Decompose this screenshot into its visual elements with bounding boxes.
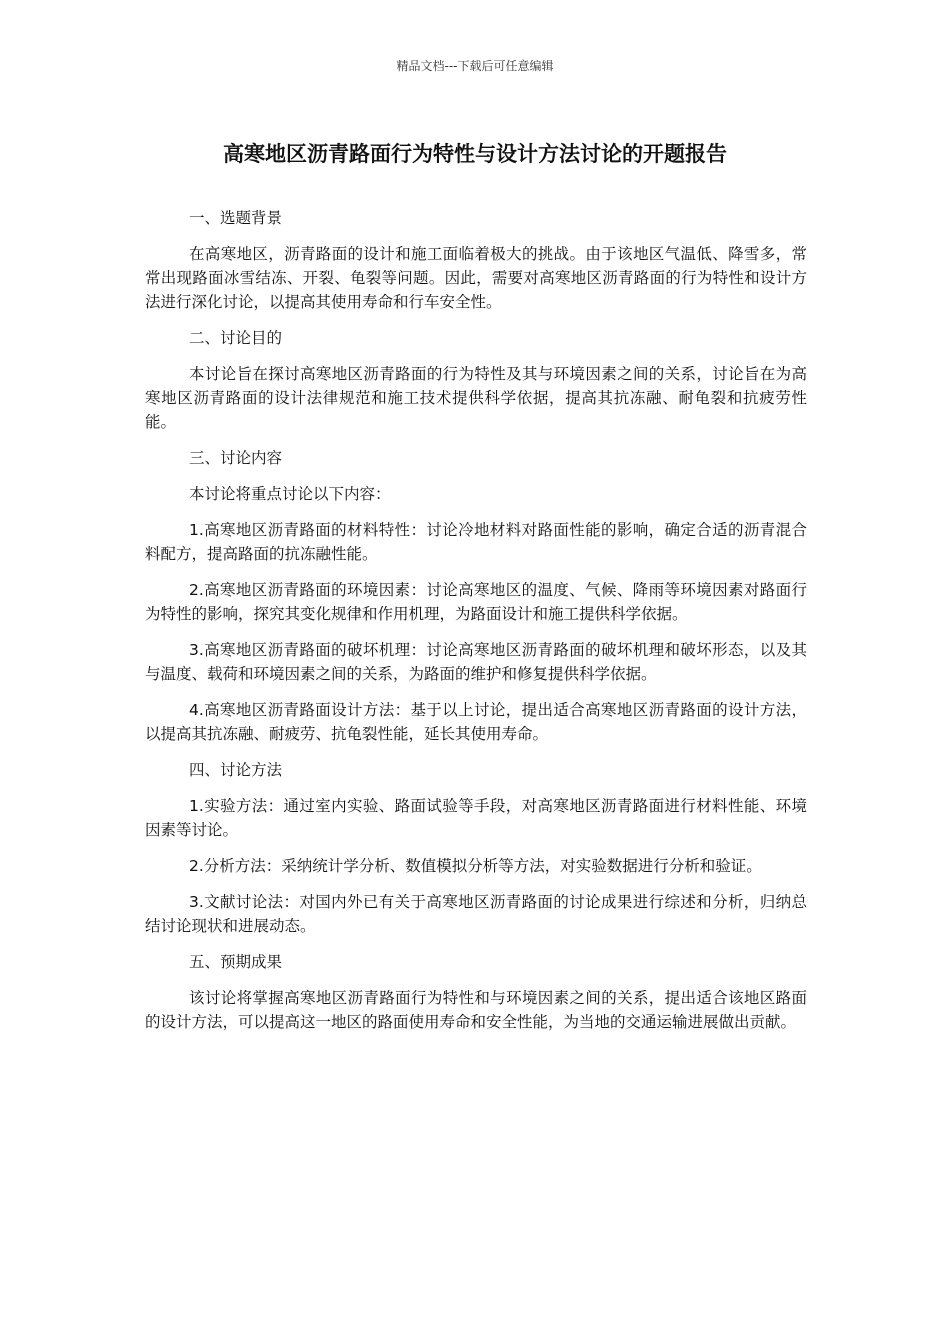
section-heading-methods: 四、讨论方法 — [189, 761, 283, 779]
document-title: 高寒地区沥青路面行为特性与设计方法讨论的开题报告 — [223, 142, 727, 166]
list-item: 1.实验方法：通过室内实验、路面试验等手段，对高寒地区沥青路面进行材料性能、环境因素等讨论。 — [145, 797, 807, 839]
list-item: 1.高寒地区沥青路面的材料特性：讨论冷地材料对路面性能的影响，确定合适的沥青混合料配方，提高路面的抗冻融性能。 — [145, 521, 807, 563]
section-heading-expected-results: 五、预期成果 — [189, 953, 283, 971]
document-body — [145, 206, 807, 1046]
paragraph: 该讨论将掌握高寒地区沥青路面行为特性和与环境因素之间的关系，提出适合该地区路面的设计方法，可以提高这一地区的路面使用寿命和安全性能，为当地的交通运输进展做出贡献。 — [145, 989, 807, 1031]
list-item: 2.分析方法：采纳统计学分析、数值模拟分析等方法，对实验数据进行分析和验证。 — [189, 857, 762, 875]
section-heading-content: 三、讨论内容 — [189, 449, 283, 467]
paragraph: 本讨论旨在探讨高寒地区沥青路面的行为特性及其与环境因素之间的关系，讨论旨在为高寒地区沥青路面的设计法律规范和施工技术提供科学依据，提高其抗冻融、耐龟裂和抗疲劳性能。 — [145, 365, 807, 431]
section-heading-purpose: 二、讨论目的 — [189, 329, 283, 347]
paragraph: 本讨论将重点讨论以下内容： — [189, 485, 391, 503]
list-item: 3.高寒地区沥青路面的破坏机理：讨论高寒地区沥青路面的破坏机理和破坏形态，以及其与温度、载荷和环境因素之间的关系，为路面的维护和修复提供科学依据。 — [145, 641, 807, 683]
page-header: 精品文档---下载后可任意编辑 — [396, 59, 554, 73]
list-item: 3.文献讨论法：对国内外已有关于高寒地区沥青路面的讨论成果进行综述和分析，归纳总结讨论现状和进展动态。 — [145, 893, 807, 935]
list-item: 2.高寒地区沥青路面的环境因素：讨论高寒地区的温度、气候、降雨等环境因素对路面行为特性的影响，探究其变化规律和作用机理，为路面设计和施工提供科学依据。 — [145, 581, 807, 623]
paragraph: 在高寒地区，沥青路面的设计和施工面临着极大的挑战。由于该地区气温低、降雪多，常常出现路面冰雪结冻、开裂、龟裂等问题。因此，需要对高寒地区沥青路面的行为特性和设计方法进行深化讨论，以提高其使用寿命和行车安全性。 — [145, 245, 807, 311]
section-heading-background: 一、选题背景 — [189, 209, 283, 227]
list-item: 4.高寒地区沥青路面设计方法：基于以上讨论，提出适合高寒地区沥青路面的设计方法，以提高其抗冻融、耐疲劳、抗龟裂性能，延长其使用寿命。 — [145, 701, 807, 743]
